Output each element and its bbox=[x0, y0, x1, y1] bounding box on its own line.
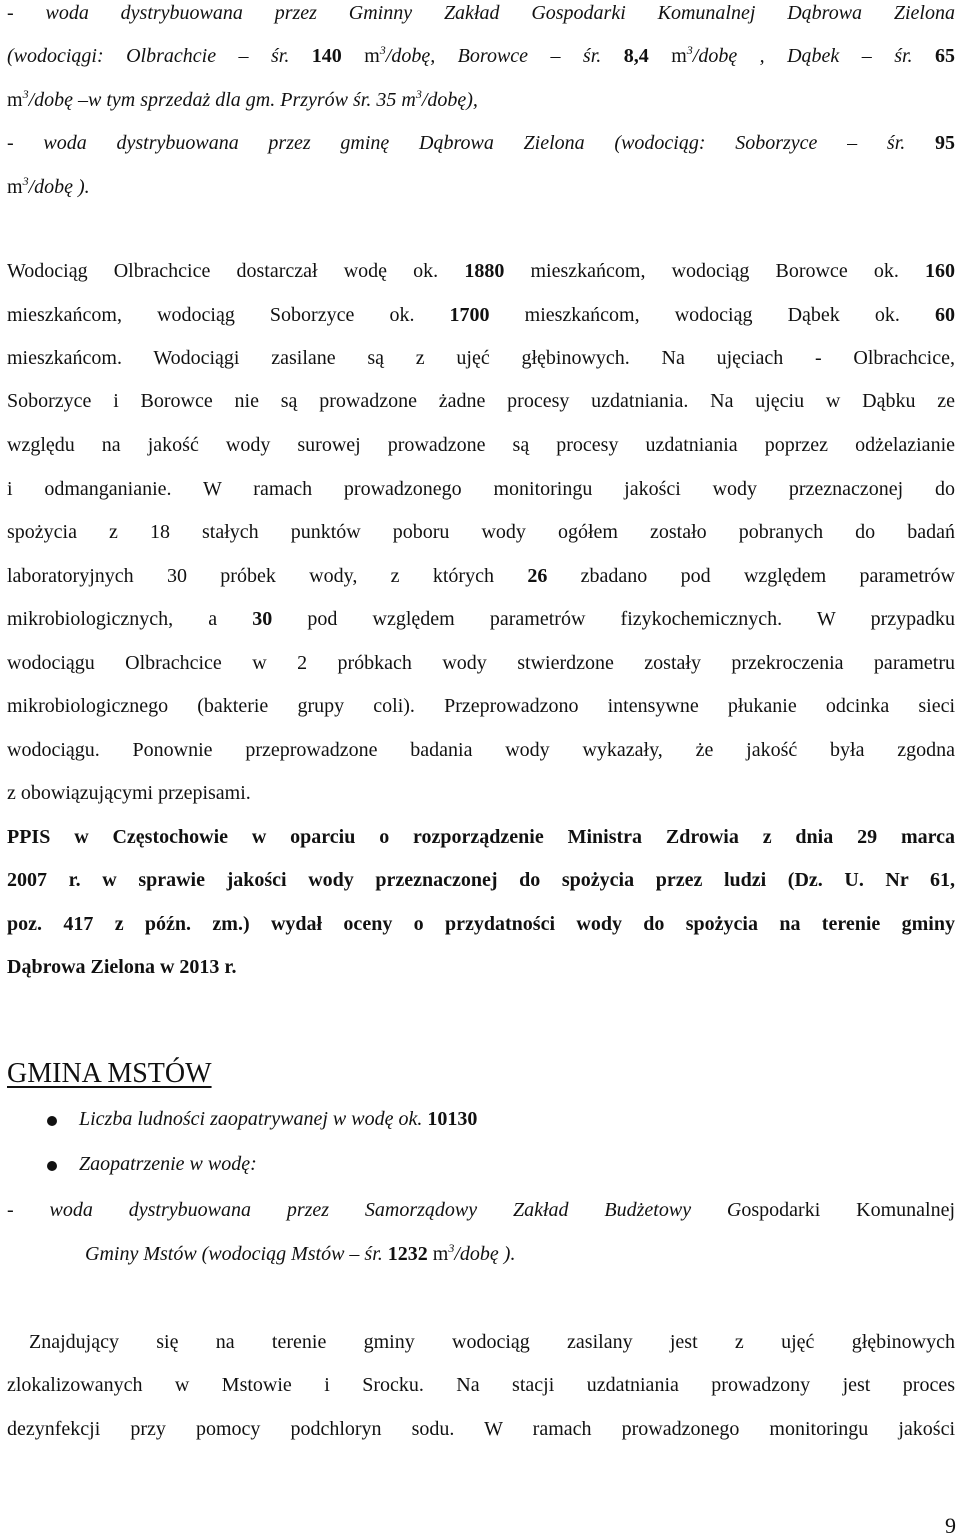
paragraph1-line-1: Wodociąg Olbrachcice dostarczał wodę ok. 1880 mieszkańcom, wodociąg Borowce ok. 160 bbox=[7, 260, 955, 282]
section-heading: GMINA MSTÓW bbox=[7, 1058, 212, 1089]
paragraph1-line-3: mieszkańcom. Wodociągi zasilane są z ujęć głębinowych. Na ujęciach - Olbrachcice, bbox=[7, 347, 955, 369]
distribution-line-2: (wodociągi: Olbrachcie – śr. 140 $m^3$/dobę, Borowce – śr. 8,4 $m^3$/dobę , Dąbek – śr. 65 bbox=[7, 43, 956, 67]
paragraph1-line-6: i odmanganianie. W ramach prowadzonego monitoringu jakości wody przeznaczonej do bbox=[7, 478, 955, 500]
bold-paragraph-line-2: 2007 r. w sprawie jakości wody przeznaczonej do spożycia przez ludzi (Dz. U. Nr 61, bbox=[7, 869, 955, 891]
bullet-dot-icon bbox=[47, 1116, 57, 1126]
mstow-distribution-line-2: Gminy Mstów (wodociąg Mstów – śr. 1232 $m^3$/dobę ). bbox=[85, 1241, 516, 1265]
paragraph1-line-10: wodociągu Olbrachcice w 2 próbkach wody stwierdzone zostały przekroczenia parametru bbox=[7, 652, 955, 674]
paragraph2-line-1: Znajdujący się na terenie gminy wodociąg zasilany jest z ujęć głębinowych bbox=[29, 1331, 955, 1353]
bullet-dot-icon bbox=[47, 1161, 57, 1171]
paragraph1-line-13: z obowiązującymi przepisami. bbox=[7, 782, 251, 804]
distribution-line-5: $m^3$/dobę ). bbox=[7, 174, 90, 198]
bold-paragraph-line-1: PPIS w Częstochowie w oparciu o rozporządzenie Ministra Zdrowia z dnia 29 marca bbox=[7, 826, 955, 848]
distribution-line-4: - woda dystrybuowana przez gminę Dąbrowa Zielona (wodociąg: Soborzyce – śr. 95 bbox=[7, 132, 955, 154]
paragraph2-line-3: dezynfekcji przy pomocy podchloryn sodu. W ramach prowadzonego monitoringu jakości bbox=[7, 1418, 955, 1440]
page-number: 9 bbox=[945, 1513, 956, 1538]
bold-paragraph-line-3: poz. 417 z późn. zm.) wydał oceny o przydatności wody do spożycia na terenie gminy bbox=[7, 913, 955, 935]
paragraph2-line-2: zlokalizowanych w Mstowie i Srocku. Na stacji uzdatniania prowadzony jest proces bbox=[7, 1374, 955, 1396]
distribution-line-3: $m^3$/dobę –w tym sprzedaż dla gm. Przyrów śr. 35 $m^3/dobę$), bbox=[7, 87, 478, 111]
distribution-line-1: - woda dystrybuowana przez Gminny Zakład Gospodarki Komunalnej Dąbrowa Zielona bbox=[7, 2, 955, 24]
paragraph1-line-9: mikrobiologicznych, a 30 pod względem parametrów fizykochemicznych. W przypadku bbox=[7, 608, 955, 630]
paragraph1-line-12: wodociągu. Ponownie przeprowadzone badania wody wykazały, że jakość była zgodna bbox=[7, 739, 955, 761]
paragraph1-line-8: laboratoryjnych 30 próbek wody, z których 26 zbadano pod względem parametrów bbox=[7, 565, 955, 587]
paragraph1-line-2: mieszkańcom, wodociąg Soborzyce ok. 1700 mieszkańcom, wodociąg Dąbek ok. 60 bbox=[7, 304, 955, 326]
paragraph1-line-4: Soborzyce i Borowce nie są prowadzone żadne procesy uzdatniania. Na ujęciu w Dąbku ze bbox=[7, 390, 955, 412]
bold-paragraph-line-4: Dąbrowa Zielona w 2013 r. bbox=[7, 956, 237, 978]
mstow-distribution-line-1: - woda dystrybuowana przez Samorządowy Zakład Budżetowy Gospodarki Komunalnej bbox=[7, 1199, 955, 1221]
paragraph1-line-7: spożycia z 18 stałych punktów poboru wody ogółem zostało pobranych do badań bbox=[7, 521, 955, 543]
paragraph1-line-5: względu na jakość wody surowej prowadzone są procesy uzdatniania poprzez odżelazianie bbox=[7, 434, 955, 456]
paragraph1-line-11: mikrobiologicznego (bakterie grupy coli). Przeprowadzono intensywne płukanie odcinka sieci bbox=[7, 695, 955, 717]
